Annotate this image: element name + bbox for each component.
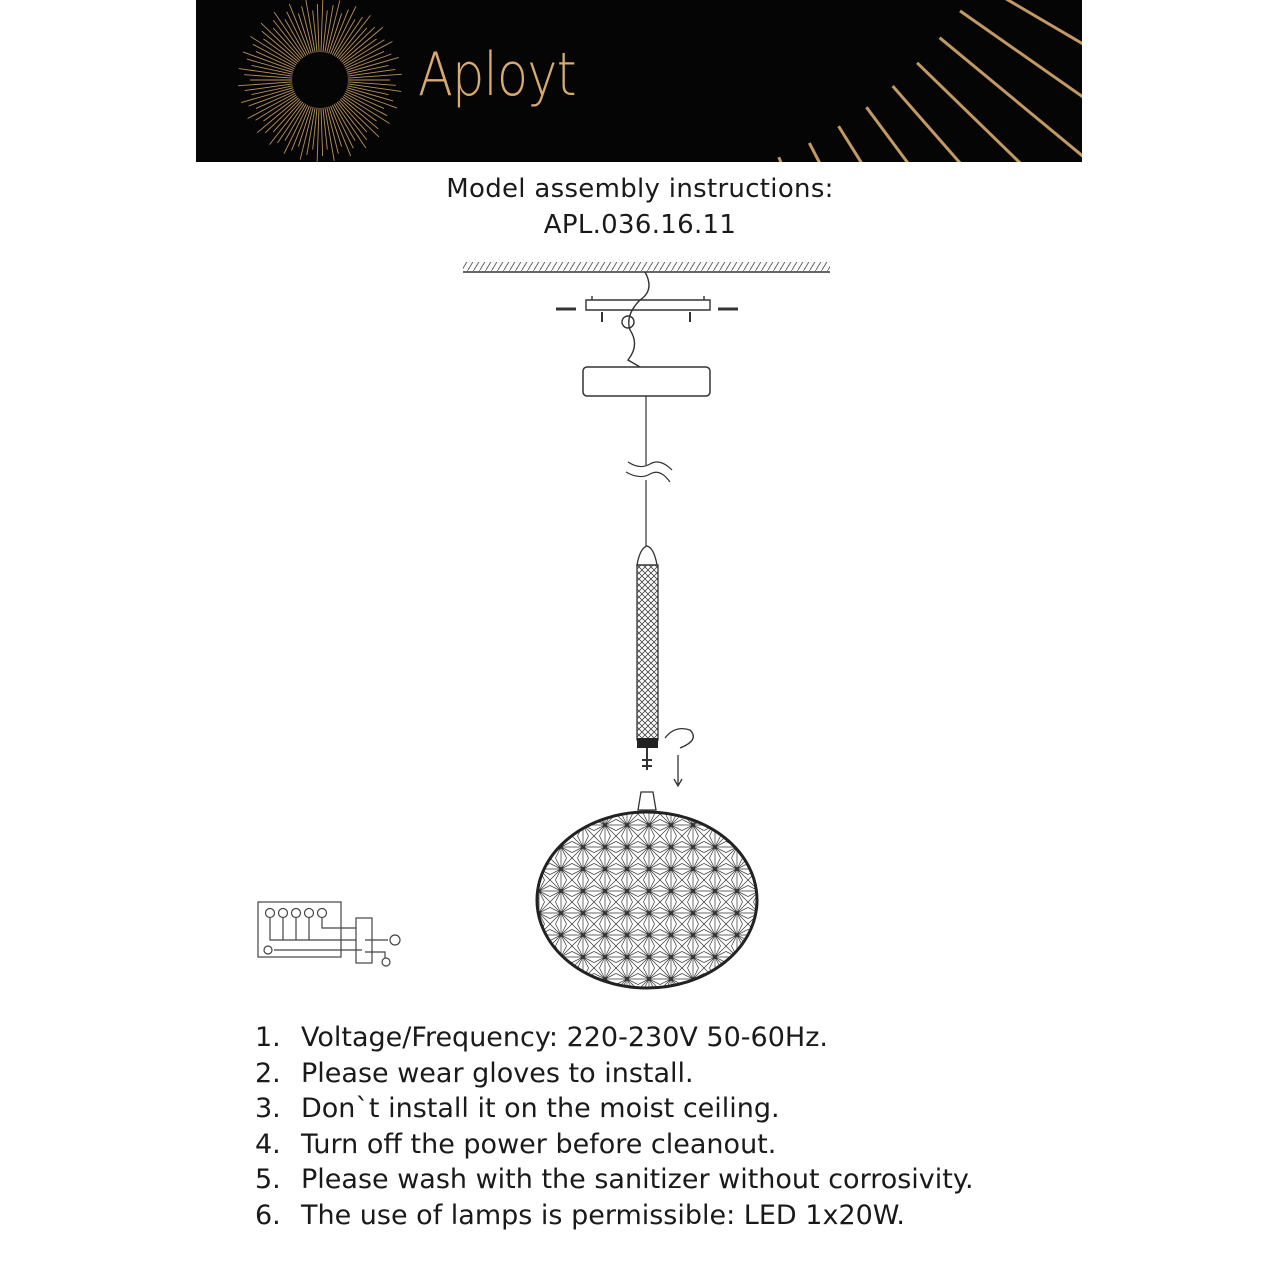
canopy: [583, 367, 710, 396]
model-number: APL.036.16.11: [543, 210, 737, 240]
list-item: 5. Please wash with the sanitizer without corrosivity.: [255, 1164, 974, 1196]
globe-shade: [530, 792, 770, 995]
list-item: 2. Please wear gloves to install.: [255, 1057, 694, 1089]
brand-logo: Aployt: [418, 40, 576, 110]
page-title: Model assembly instructions:: [446, 174, 834, 204]
lamp-tube: [637, 546, 693, 786]
list-item: 6. The use of lamps is permissible: LED 1x20W.: [255, 1199, 905, 1231]
list-item: 1. Voltage/Frequency: 220-230V 50-60Hz.: [255, 1022, 828, 1053]
list-item: 3. Don`t install it on the moist ceiling.: [255, 1093, 780, 1125]
ceiling: [463, 262, 830, 272]
mounting-bracket: [556, 272, 738, 367]
instructions-list: [255, 1020, 974, 1234]
suspension-cord: [626, 396, 672, 548]
list-item: 4. Turn off the power before cleanout.: [255, 1128, 777, 1160]
wiring-diagram: [258, 902, 400, 966]
